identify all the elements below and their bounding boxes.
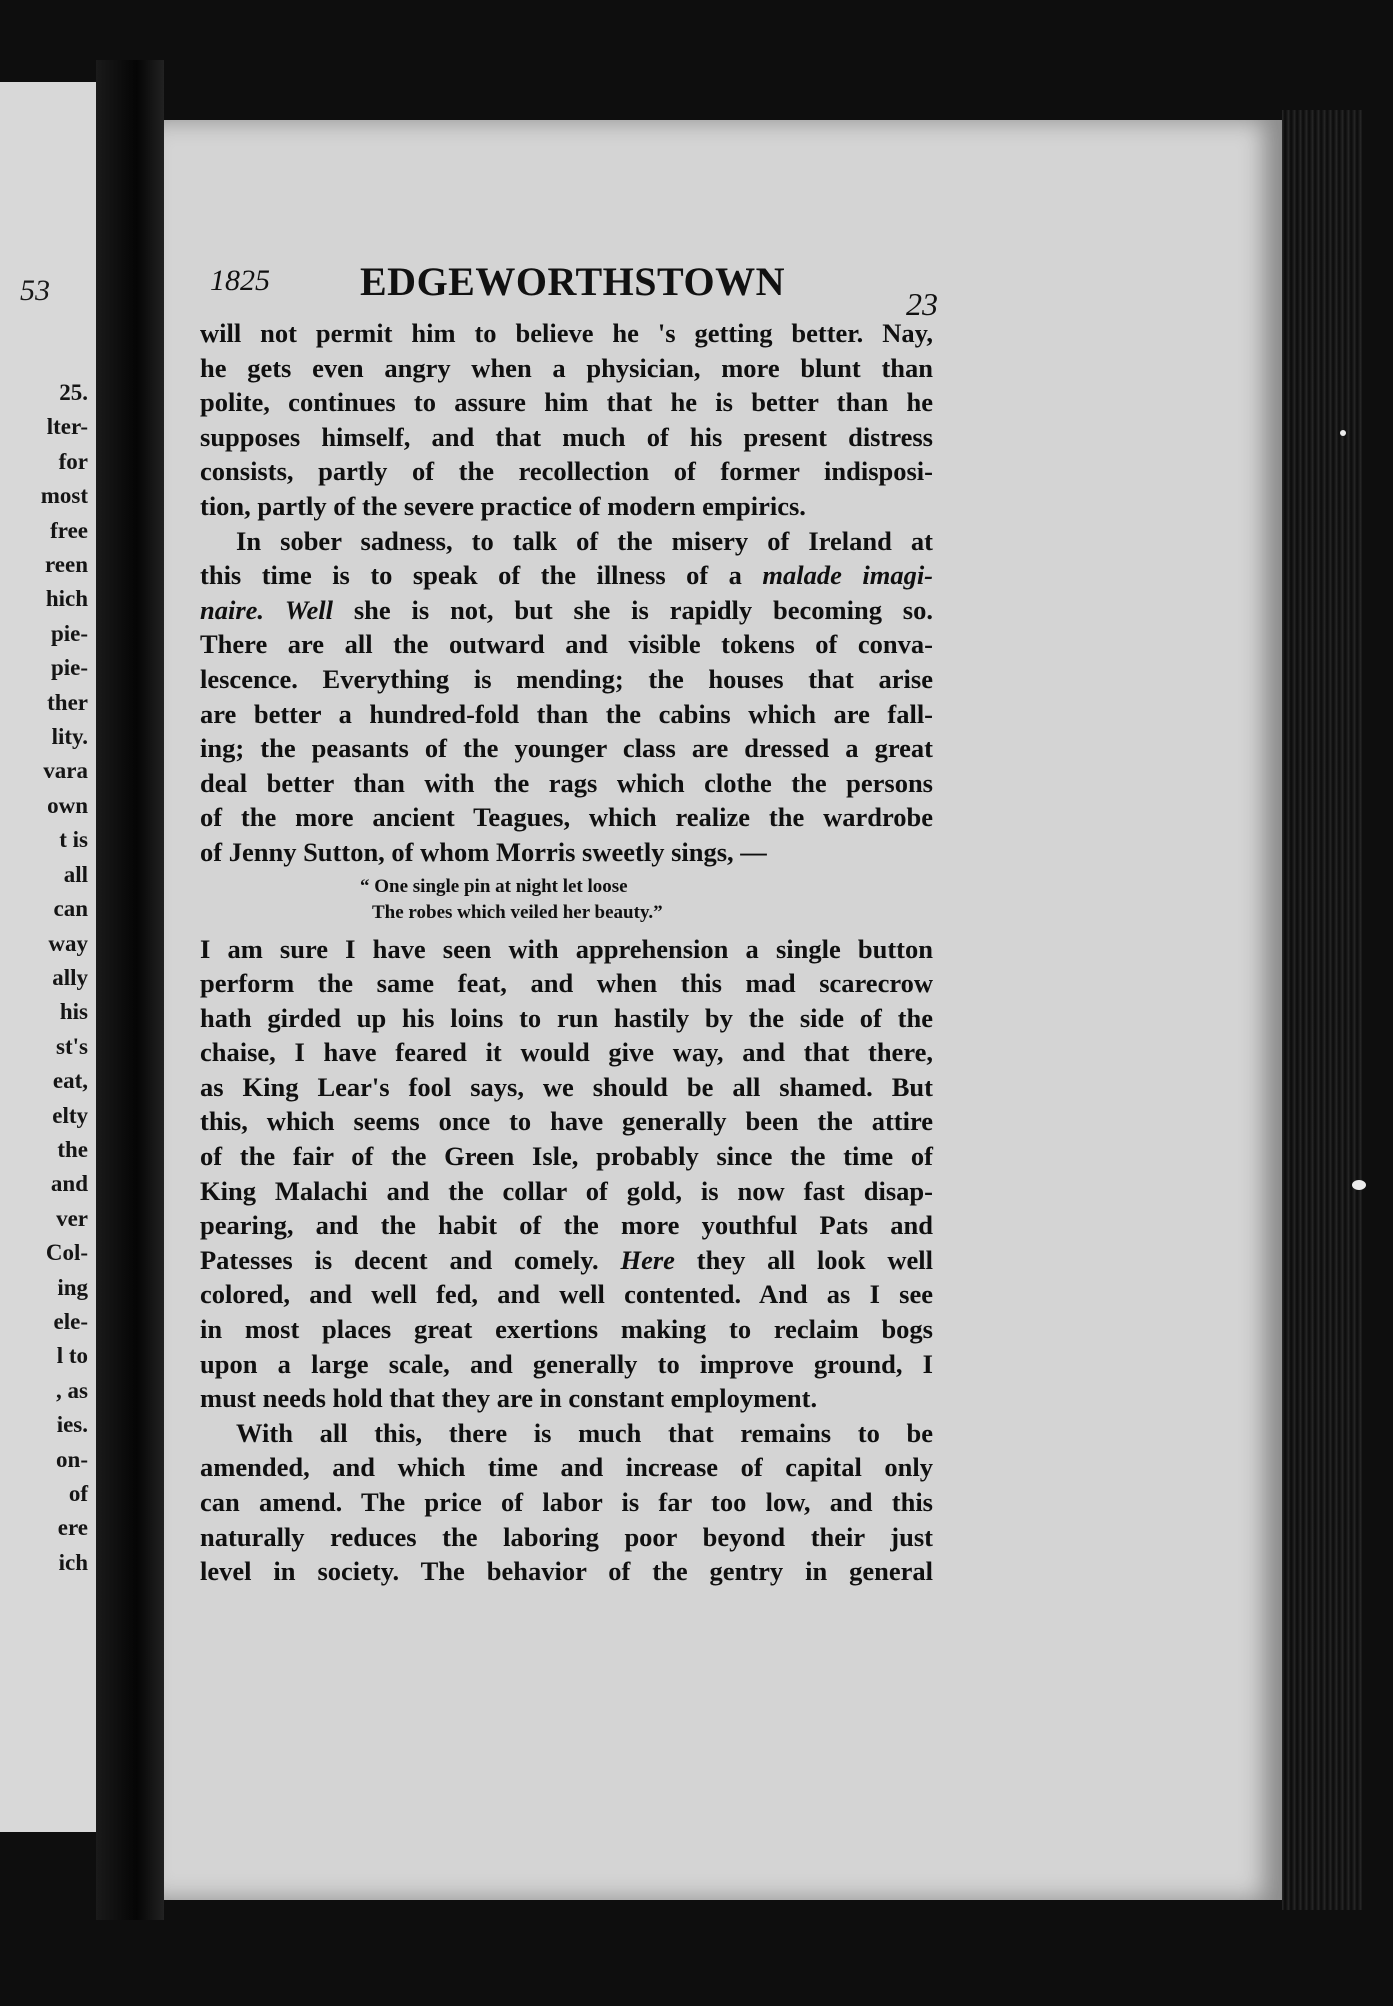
previous-page-line: of	[68, 1481, 88, 1506]
previous-page-number: 53	[20, 274, 50, 307]
previous-page-line: own	[47, 792, 88, 818]
paragraph-2	[200, 524, 933, 870]
paragraph-3	[200, 932, 933, 1416]
header-year: 1825	[210, 264, 270, 297]
previous-page-line: lter-	[46, 414, 88, 440]
text-line: Patesses is decent and comely. Here they all look well	[200, 1244, 933, 1275]
previous-page-line: all	[63, 861, 88, 887]
page-number: 23	[906, 286, 938, 322]
previous-page-line: ther	[47, 689, 88, 715]
text-line: are better a hundred-fold than the cabins which are fall-	[200, 698, 933, 729]
text-line: tion, partly of the severe practice of modern empirics.	[200, 490, 806, 521]
text-line: amended, and which time and increase of capital only	[200, 1452, 933, 1483]
text-line: naturally reduces the laboring poor beyond their just	[200, 1521, 933, 1552]
text-line: With all this, there is much that remains to be	[236, 1417, 933, 1448]
quote-line: “ One single pin at night let loose	[360, 875, 628, 897]
previous-page-line: Col-	[45, 1240, 88, 1266]
previous-page-line: hich	[45, 586, 88, 612]
previous-page-line: vara	[43, 758, 88, 784]
previous-page-line: the	[57, 1136, 88, 1162]
previous-page-line: ere	[57, 1515, 88, 1541]
previous-page-line: free	[50, 517, 88, 543]
text-line: There are all the outward and visible tokens of conva-	[200, 629, 933, 660]
text-line: of the more ancient Teagues, which realize the wardrobe	[200, 802, 933, 833]
text-line: he gets even angry when a physician, more blunt than	[200, 352, 933, 383]
text-line: consists, partly of the recollection of former indisposi-	[200, 456, 933, 487]
previous-page-line: eat,	[52, 1068, 88, 1094]
text-line: this, which seems once to have generally been the attire	[200, 1106, 933, 1137]
previous-page-line: on-	[56, 1446, 88, 1472]
previous-page-line: and	[50, 1171, 88, 1197]
previous-page-line: , as	[56, 1377, 88, 1403]
text-line: of Jenny Sutton, of whom Morris sweetly sings, —	[200, 836, 767, 867]
scan-speck	[1352, 1180, 1366, 1190]
scan-speck	[1340, 430, 1346, 436]
previous-page-line: ver	[56, 1205, 88, 1231]
page-edges	[1282, 110, 1362, 1910]
text-line: I am sure I have seen with apprehension a single button	[200, 933, 933, 964]
paragraph-4	[200, 1416, 933, 1589]
text-line: of the fair of the Green Isle, probably since the time of	[200, 1141, 933, 1172]
paragraph-1	[200, 316, 933, 524]
text-line: ing; the peasants of the younger class are dressed a great	[200, 733, 933, 764]
text-line: must needs hold that they are in constant employment.	[200, 1383, 818, 1414]
text-line: can amend. The price of labor is far too low, and this	[200, 1487, 933, 1517]
previous-page-line: ally	[52, 964, 88, 990]
previous-page-line: ies.	[56, 1412, 88, 1438]
previous-page-line: pie-	[50, 620, 88, 646]
previous-page-line: way	[48, 930, 88, 956]
previous-page-line: st's	[56, 1033, 88, 1059]
previous-page-line: for	[58, 448, 88, 474]
running-head	[210, 258, 952, 322]
previous-page-line: can	[53, 896, 88, 922]
text-line: supposes himself, and that much of his present distress	[200, 421, 933, 452]
previous-page-line: ing	[57, 1274, 88, 1300]
quote-line: The robes which veiled her beauty.”	[372, 901, 663, 923]
previous-page-line: his	[59, 999, 88, 1025]
text-line: as King Lear's fool says, we should be all shamed. But	[200, 1071, 933, 1102]
text-line: will not permit him to believe he 's getting better. Nay,	[200, 318, 933, 348]
text-line: deal better than with the rags which clothe the persons	[200, 767, 933, 798]
book-gutter	[96, 60, 164, 1920]
header-title: EDGEWORTHSTOWN	[360, 259, 785, 304]
previous-page-line: t is	[59, 827, 88, 853]
previous-page-line: ele-	[53, 1308, 88, 1334]
text-line: polite, continues to assure him that he is better than he	[200, 387, 933, 418]
text-line: perform the same feat, and when this mad scarecrow	[200, 968, 933, 999]
previous-page-line: ich	[58, 1549, 88, 1575]
verse-quote	[200, 874, 933, 926]
text-line: In sober sadness, to talk of the misery of Ireland at	[236, 525, 933, 556]
previous-page-line: pie-	[50, 655, 88, 681]
previous-page-line: lity.	[51, 724, 88, 750]
text-line: King Malachi and the collar of gold, is now fast disap-	[200, 1175, 933, 1206]
page-text	[200, 316, 933, 1589]
previous-page-line: elty	[52, 1102, 88, 1128]
text-line: in most places great exertions making to reclaim bogs	[200, 1314, 933, 1345]
previous-page-line: 25.	[59, 380, 88, 405]
text-line: lescence. Everything is mending; the houses that arise	[200, 663, 933, 694]
previous-page-text	[41, 376, 88, 1580]
text-line: hath girded up his loins to run hastily by the side of the	[200, 1002, 933, 1033]
text-line: chaise, I have feared it would give way, and that there,	[200, 1037, 933, 1068]
text-line: this time is to speak of the illness of a malade imagi-	[200, 560, 934, 591]
text-line: level in society. The behavior of the gentry in general	[200, 1556, 933, 1587]
text-line: upon a large scale, and generally to improve ground, I	[200, 1348, 933, 1379]
text-line: naire. Well she is not, but she is rapidly becoming so.	[200, 594, 933, 625]
previous-page-line: reen	[44, 552, 88, 578]
previous-page-line: l to	[56, 1343, 88, 1369]
previous-page-line: most	[40, 483, 88, 509]
text-line: pearing, and the habit of the more youthful Pats and	[200, 1210, 933, 1241]
text-line: colored, and well fed, and well contented. And as I see	[200, 1279, 933, 1310]
previous-page-fragment	[0, 82, 96, 1832]
